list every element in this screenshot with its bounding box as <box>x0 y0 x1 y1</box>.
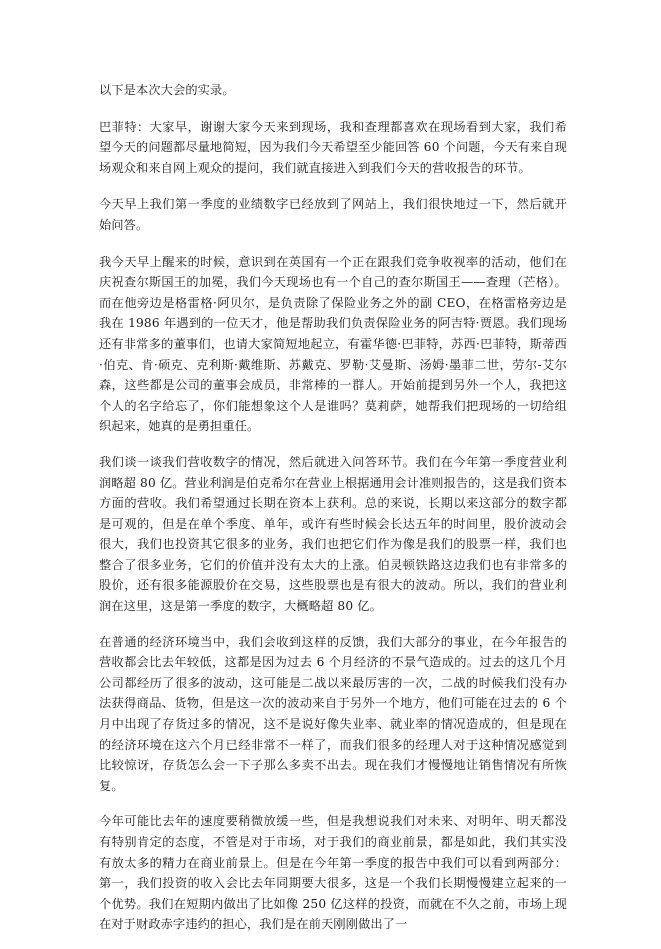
introductions-paragraph: 我今天早上醒来的时候，意识到在英国有一个正在跟我们竞争收视率的活动，他们在庆祝查尔斯国王的加冕，我们今天现场也有一个自己的查尔斯国王——查理（芒格）。而在他旁边是格雷格·阿贝尔，是负责除了保险业务之外的副 CEO，在格雷格旁边是我在 1986 年遇到的一位天才，他是帮助我们负责保险业务的阿吉特·贾恩。我们现场还有非常多的董事们，也请大家简短地起立，有霍华德·巴菲特，苏西·巴菲特，斯蒂西·伯克、肯·硕克、克利斯·戴维斯、苏戴克、罗勒·艾曼斯、汤姆·墨菲二世，劳尔-艾尔森，这些都是公司的董事会成员，非常棒的一群人。开始前提到另外一个人，我把这个人的名字给忘了，你们能想象这个人是谁吗？莫莉萨，她帮我们把现场的一切给组织起来，她真的是勇担重任。 <box>99 254 567 434</box>
outlook-paragraph: 今年可能比去年的速度要稍微放缓一些，但是我想说我们对未来、对明年、明天都没有特别肯定的态度，不管是对于市场，对于我们的商业前景，都是如此，我们其实没有放太多的精力在商业前景上。但是在今年第一季度的报告中我们可以看到两部分：第一，我们投资的收入会比去年同期要大很多，这是一个我们长期慢慢建立起来的一个优势。我们在短期内做出了比如像 250 亿这样的投资，而就在不久之前，市场上现在对于财政赤字违约的担心，我们是在前天刚刚做出了一 <box>99 814 567 932</box>
intro-paragraph: 以下是本次大会的实录。 <box>99 83 235 97</box>
economic-environment-paragraph: 在普通的经济环境当中，我们会收到这样的反馈，我们大部分的事业，在今年报告的营收都会比去年较低，这都是因为过去 6 个月经济的不景气造成的。过去的这几个月公司都经历了很多的波动，这可能是二战以来最厉害的一次，二战的时候我们没有办法获得商品、货物，但是这一次的波动来自于另外一个地方，他们可能在过去的 6 个月中出现了存货过多的情况，这不是说好像失业率、就业率的情况造成的，但是现在的经济环境在这六个月已经非常不一样了，而我们很多的经理人对于这种情况感觉到比较惊讶，存货怎么会一下子那么多卖不出去。现在我们才慢慢地让销售情况有所恢复。 <box>99 634 567 793</box>
operating-earnings-paragraph: 我们谈一谈我们营收数字的情况，然后就进入问答环节。我们在今年第一季度营业利润略超 80 亿。营业利润是伯克希尔在营业上根据通用会计准则报告的，这是我们资本方面的营收。我们希望通过长期在资本上获利。总的来说，长期以来这部分的数字都是可观的，但是在单个季度、单年，或许有些时候会长达五年的时间里，股价波动会很大，我们也投资其它很多的业务，我们也把它们作为像是我们的股票一样，我们也整合了很多业务，它们的价值并没有太大的上涨。伯灵顿铁路这边我们也有非常多的股价，还有很多能源股价在交易，这些股票也是有很大的波动。所以，我们的营业利润在这里，这是第一季度的数字，大概略超 80 亿。 <box>99 454 568 614</box>
first-quarter-notice-paragraph: 今天早上我们第一季度的业绩数字已经放到了网站上，我们很快地过一下，然后就开始问答。 <box>99 197 567 232</box>
document-page <box>99 80 567 949</box>
opening-remarks-paragraph: 巴菲特：大家早，谢谢大家今天来到现场，我和查理都喜欢在现场看到大家，我们希望今天的问题都尽量地简短，因为我们今天希望至少能回答 60 个问题，今天有来自现场观众和来自网上观众的提问，我们就直接进入到我们今天的营收报告的环节。 <box>99 119 568 175</box>
